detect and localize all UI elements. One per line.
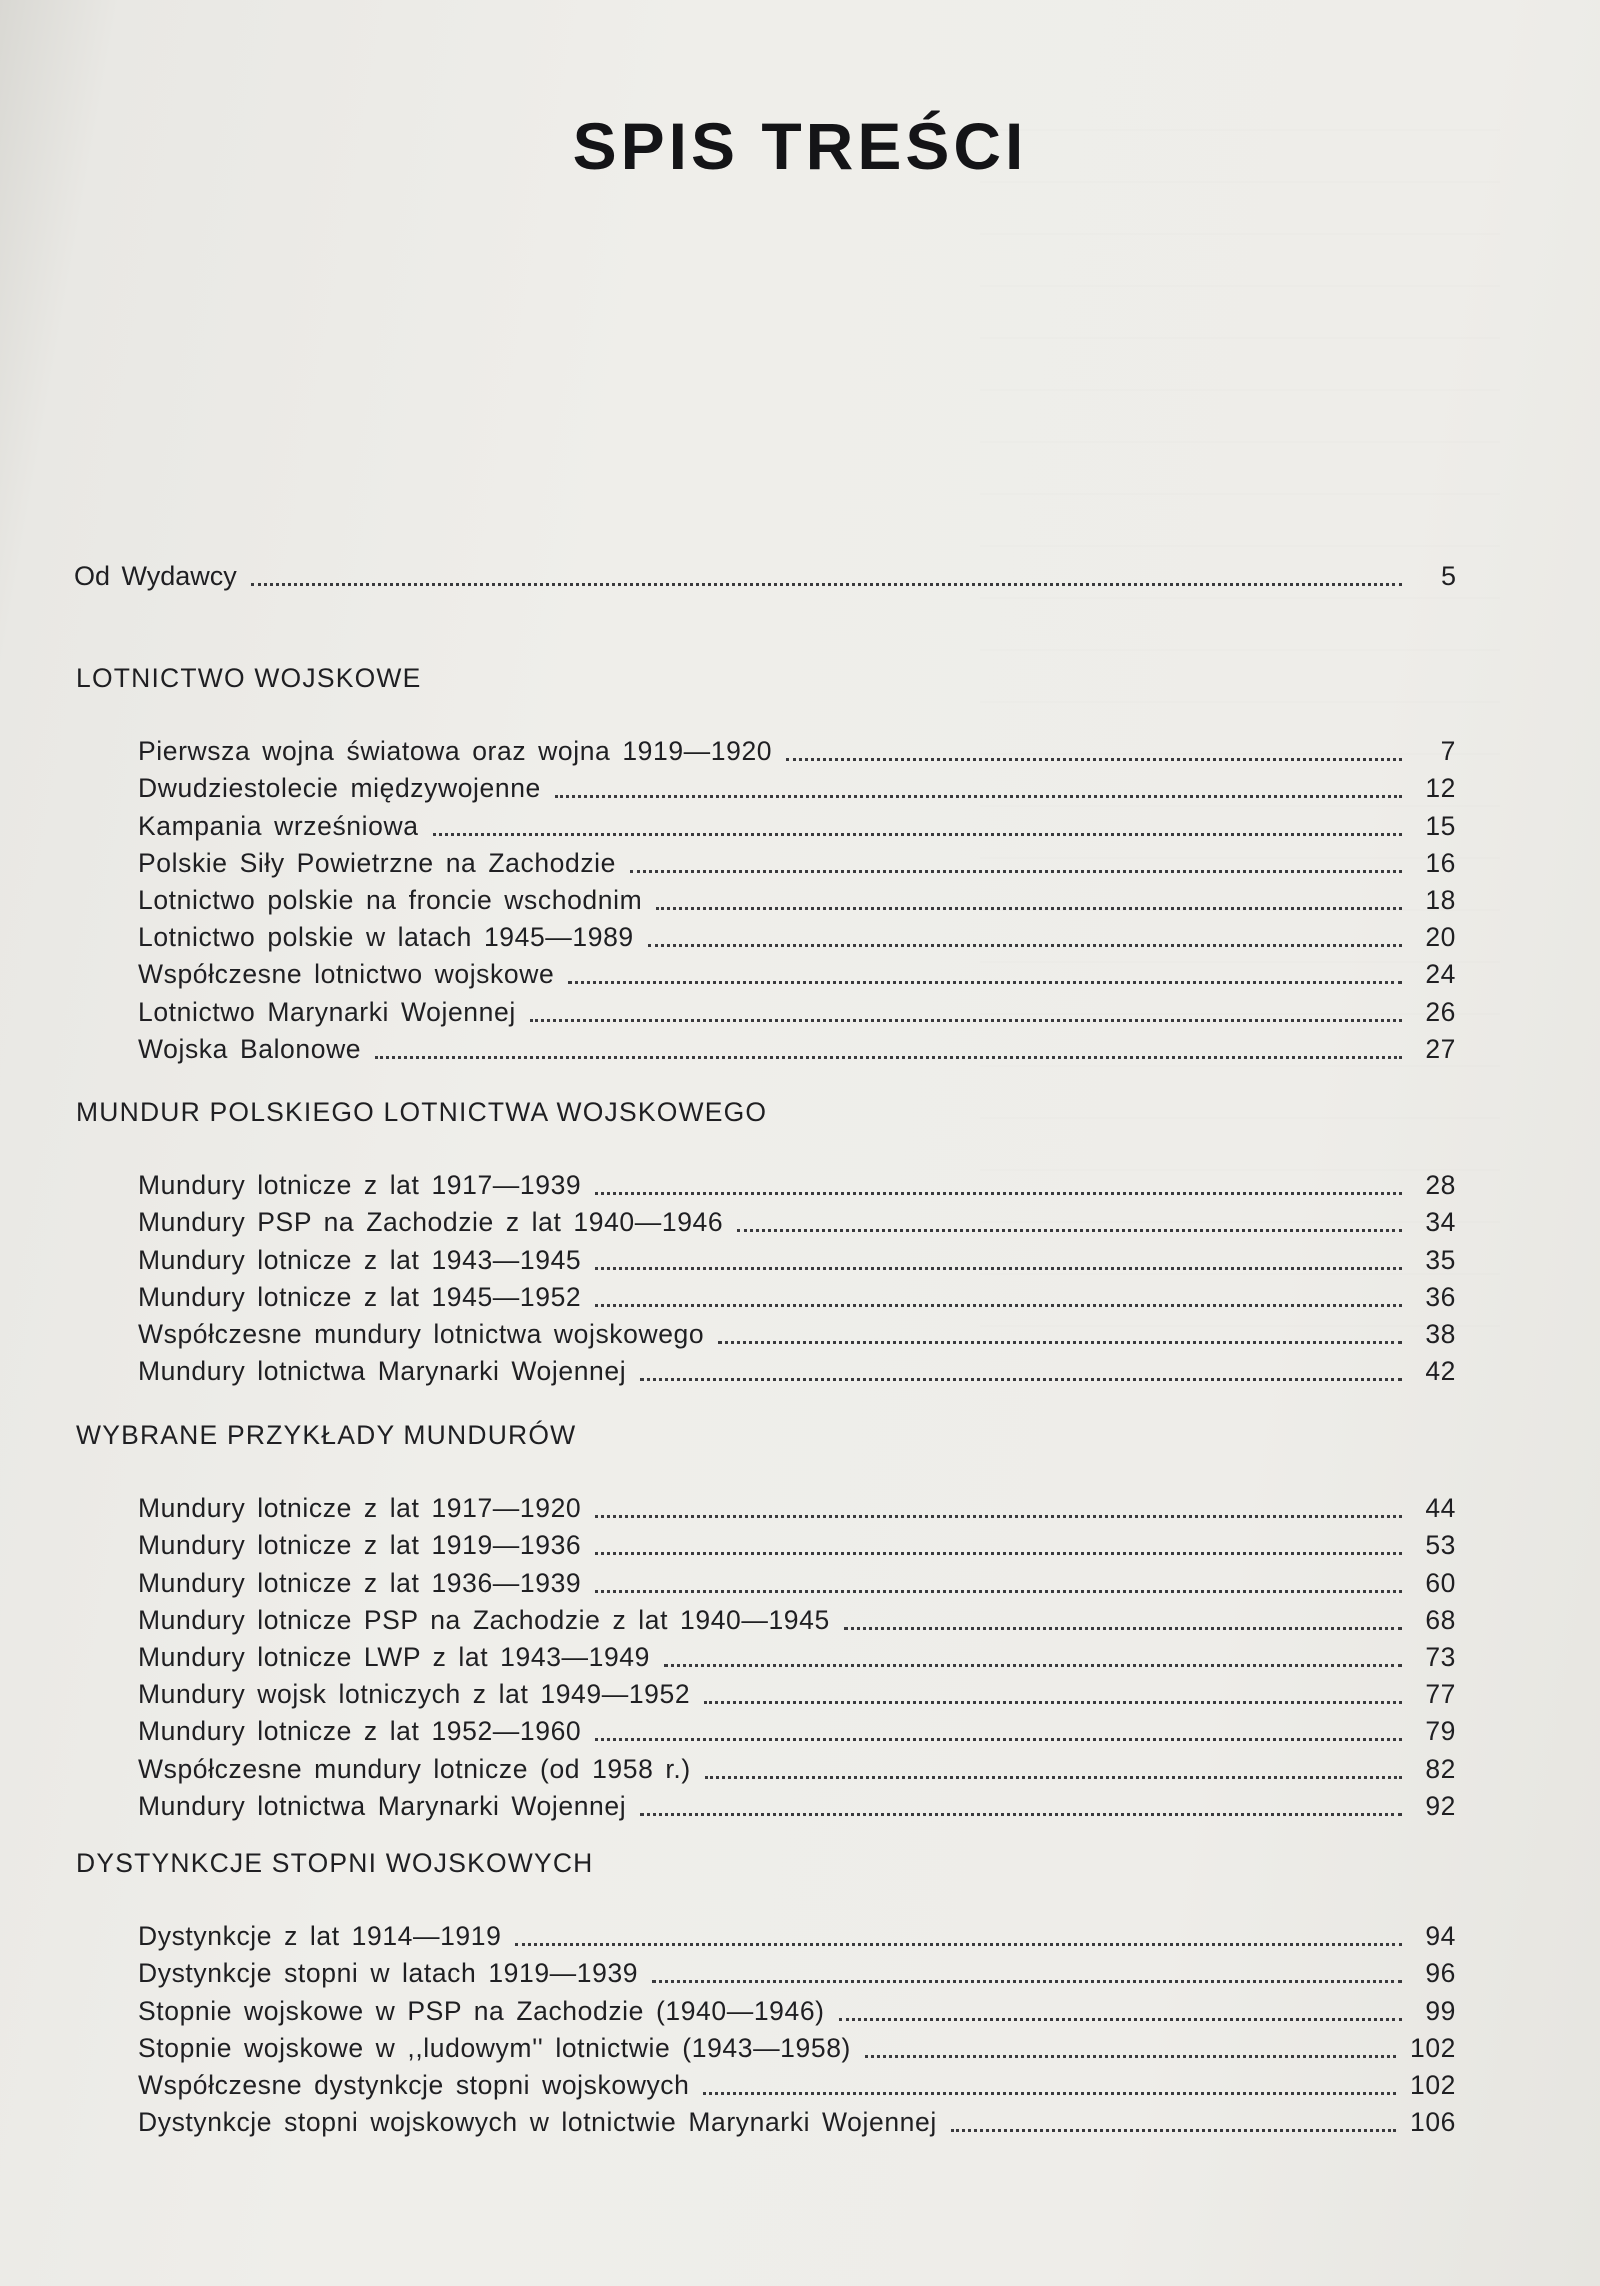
- dot-leader: [844, 1626, 1402, 1630]
- toc-page-number: 77: [1425, 1679, 1456, 1710]
- toc-entry[interactable]: [76, 1989, 1456, 2026]
- toc-page-number: 79: [1425, 1716, 1456, 1747]
- dot-leader: [375, 1055, 1402, 1059]
- dot-leader: [595, 1589, 1402, 1593]
- toc-entry-label: Mundury lotnicze z lat 1919—1936: [138, 1530, 582, 1561]
- toc-entry[interactable]: [76, 1710, 1456, 1747]
- section-heading: WYBRANE PRZYKŁADY MUNDURÓW: [76, 1420, 577, 1450]
- toc-page-number: 18: [1425, 884, 1456, 915]
- toc-entry-label: Mundury lotnicze z lat 1917—1920: [138, 1493, 582, 1524]
- toc-entry-label: Współczesne dystynkcje stopni wojskowych: [138, 2069, 690, 2100]
- toc-entry-label: Mundury lotnicze z lat 1952—1960: [138, 1716, 582, 1747]
- toc-entry-label: Dystynkcje z lat 1914—1919: [138, 1921, 502, 1952]
- toc-entry-label: Mundury lotnicze PSP na Zachodzie z lat 1940—1945: [138, 1604, 830, 1635]
- dot-leader: [648, 943, 1402, 947]
- toc-entry-label: Dwudziestolecie międzywojenne: [138, 773, 541, 804]
- toc-page-number: 34: [1425, 1207, 1456, 1238]
- toc-section-przyklady: [76, 1415, 1456, 1822]
- dot-leader: [640, 1377, 1402, 1381]
- dot-leader: [703, 2091, 1396, 2095]
- toc-entry-label: Od Wydawcy: [74, 561, 237, 591]
- toc-entry-label: Polskie Siły Powietrzne na Zachodzie: [138, 847, 617, 878]
- toc-entry[interactable]: [76, 804, 1456, 841]
- toc-entry-label: Kampania wrześniowa: [138, 810, 419, 841]
- toc-entry-label: Lotnictwo polskie w latach 1945—1989: [138, 922, 634, 953]
- toc-entry[interactable]: [76, 1561, 1456, 1598]
- toc-page-number: 106: [1409, 2107, 1456, 2138]
- toc-page-number: 20: [1425, 922, 1456, 953]
- dot-leader: [595, 1303, 1402, 1307]
- section-heading: LOTNICTWO WOJSKOWE: [76, 663, 422, 693]
- toc-entry-label: Stopnie wojskowe w ,,ludowym'' lotnictwie (1943—1958): [138, 2032, 851, 2063]
- dot-leader: [839, 2017, 1402, 2021]
- toc-page-number: 96: [1425, 1958, 1456, 1989]
- dot-leader: [515, 1942, 1402, 1946]
- dot-leader: [433, 832, 1402, 836]
- dot-leader: [555, 794, 1402, 798]
- dot-leader: [595, 1514, 1402, 1518]
- toc-entry-label: Mundury PSP na Zachodzie z lat 1940—1946: [138, 1207, 724, 1238]
- dot-leader: [737, 1228, 1402, 1232]
- toc-entry[interactable]: [76, 990, 1456, 1027]
- dot-leader: [251, 582, 1402, 586]
- toc-page-number: 99: [1425, 1995, 1456, 2026]
- toc-entry-label: Mundury wojsk lotniczych z lat 1949—1952: [138, 1679, 691, 1710]
- section-heading: DYSTYNKCJE STOPNI WOJSKOWYCH: [76, 1848, 594, 1878]
- toc-page-number: 38: [1425, 1318, 1456, 1349]
- toc-entry[interactable]: [76, 767, 1456, 804]
- toc-page-number: 27: [1425, 1033, 1456, 1064]
- toc-entry[interactable]: [76, 1785, 1456, 1822]
- toc-page-number: 24: [1425, 959, 1456, 990]
- toc-entry[interactable]: [76, 2064, 1456, 2101]
- toc-entry[interactable]: [76, 1636, 1456, 1673]
- toc-page-number: 94: [1425, 1921, 1456, 1952]
- section-heading: MUNDUR POLSKIEGO LOTNICTWA WOJSKOWEGO: [76, 1097, 768, 1127]
- toc-entry[interactable]: [76, 1524, 1456, 1561]
- toc-page-number: 102: [1409, 2032, 1456, 2063]
- toc-section-dystynkcje: [76, 1843, 1456, 2138]
- dot-leader: [704, 1700, 1402, 1704]
- toc-entry-label: Lotnictwo Marynarki Wojennej: [138, 996, 516, 1027]
- toc-entry-label: Współczesne mundury lotnicze (od 1958 r.): [138, 1753, 691, 1784]
- dot-leader: [595, 1266, 1402, 1270]
- toc-entry[interactable]: [76, 1952, 1456, 1989]
- toc-entry[interactable]: [76, 1747, 1456, 1784]
- toc-entry-label: Mundury lotnicze z lat 1936—1939: [138, 1567, 582, 1598]
- toc-entry-label: Lotnictwo polskie na froncie wschodnim: [138, 884, 643, 915]
- toc-entry-label: Mundury lotnictwa Marynarki Wojennej: [138, 1790, 627, 1821]
- toc-entry[interactable]: [76, 1599, 1456, 1636]
- toc-page-number: 36: [1425, 1281, 1456, 1312]
- toc-page-number: 73: [1425, 1641, 1456, 1672]
- dot-leader: [865, 2054, 1396, 2058]
- toc-entry[interactable]: [76, 1201, 1456, 1238]
- toc-entry-label: Dystynkcje stopni wojskowych w lotnictwie Marynarki Wojennej: [138, 2107, 937, 2138]
- toc-entry[interactable]: [76, 1487, 1456, 1524]
- toc-entry-label: Mundury lotnicze z lat 1917—1939: [138, 1170, 582, 1201]
- toc-entry[interactable]: [76, 879, 1456, 916]
- dot-leader: [640, 1812, 1402, 1816]
- toc-entry-label: Stopnie wojskowe w PSP na Zachodzie (1940—1946): [138, 1995, 825, 2026]
- toc-page-number: 16: [1425, 847, 1456, 878]
- dot-leader: [656, 906, 1402, 910]
- toc-page-number: 12: [1425, 773, 1456, 804]
- toc-entry-label: Mundury lotnicze z lat 1943—1945: [138, 1244, 582, 1275]
- toc-entry[interactable]: [76, 842, 1456, 879]
- toc-page-number: 60: [1425, 1567, 1456, 1598]
- toc-page-number: 68: [1425, 1604, 1456, 1635]
- toc-entry[interactable]: [76, 1276, 1456, 1313]
- dot-leader: [595, 1737, 1402, 1741]
- toc-entry-label: Wojska Balonowe: [138, 1033, 362, 1064]
- toc-entry-label: Mundury lotnicze LWP z lat 1943—1949: [138, 1641, 650, 1672]
- toc-entry-label: Współczesne lotnictwo wojskowe: [138, 959, 555, 990]
- toc-page-number: 26: [1425, 996, 1456, 1027]
- toc-entry-label: Dystynkcje stopni w latach 1919—1939: [138, 1958, 639, 1989]
- toc-entry[interactable]: [76, 1915, 1456, 1952]
- toc-entry[interactable]: [76, 1238, 1456, 1275]
- toc-entry[interactable]: [76, 1673, 1456, 1710]
- toc-page-number: 44: [1425, 1493, 1456, 1524]
- dot-leader: [530, 1018, 1402, 1022]
- toc-entry[interactable]: [76, 2101, 1456, 2138]
- dot-leader: [705, 1775, 1402, 1779]
- toc-page-number: 53: [1425, 1530, 1456, 1561]
- toc-entry[interactable]: [76, 1028, 1456, 1065]
- toc-page-number: 42: [1425, 1356, 1456, 1387]
- toc-page-number: 5: [1440, 561, 1456, 591]
- toc-page-number: 102: [1409, 2069, 1456, 2100]
- dot-leader: [718, 1340, 1402, 1344]
- dot-leader: [664, 1663, 1402, 1667]
- dot-leader: [630, 869, 1402, 873]
- toc-page-number: 92: [1425, 1790, 1456, 1821]
- toc-entry[interactable]: [76, 1350, 1456, 1387]
- toc-page-number: 15: [1425, 810, 1456, 841]
- toc-section-mundur: [76, 1092, 1456, 1387]
- toc-page-number: 28: [1425, 1170, 1456, 1201]
- dot-leader: [595, 1191, 1402, 1195]
- dot-leader: [951, 2128, 1396, 2132]
- toc-entry-label: Mundury lotnicze z lat 1945—1952: [138, 1281, 582, 1312]
- page-title: SPIS TREŚCI: [572, 109, 1028, 183]
- toc-entry[interactable]: [76, 1313, 1456, 1350]
- toc-entry-label: Pierwsza wojna światowa oraz wojna 1919—1920: [138, 736, 773, 767]
- dot-leader: [595, 1551, 1402, 1555]
- toc-page-number: 7: [1440, 736, 1456, 767]
- toc-entry[interactable]: [76, 2027, 1456, 2064]
- toc-entry[interactable]: [76, 730, 1456, 767]
- toc-entry-intro[interactable]: [74, 552, 1456, 592]
- toc-entry[interactable]: [76, 916, 1456, 953]
- toc-entry[interactable]: [76, 1164, 1456, 1201]
- dot-leader: [786, 757, 1402, 761]
- toc-page-number: 35: [1425, 1244, 1456, 1275]
- toc-entry-label: Mundury lotnictwa Marynarki Wojennej: [138, 1356, 627, 1387]
- toc-entry-label: Współczesne mundury lotnictwa wojskowego: [138, 1318, 705, 1349]
- toc-section-lotnictwo: [76, 658, 1456, 1065]
- dot-leader: [652, 1979, 1402, 1983]
- dot-leader: [568, 980, 1402, 984]
- toc-page-number: 82: [1425, 1753, 1456, 1784]
- toc-entry[interactable]: [76, 953, 1456, 990]
